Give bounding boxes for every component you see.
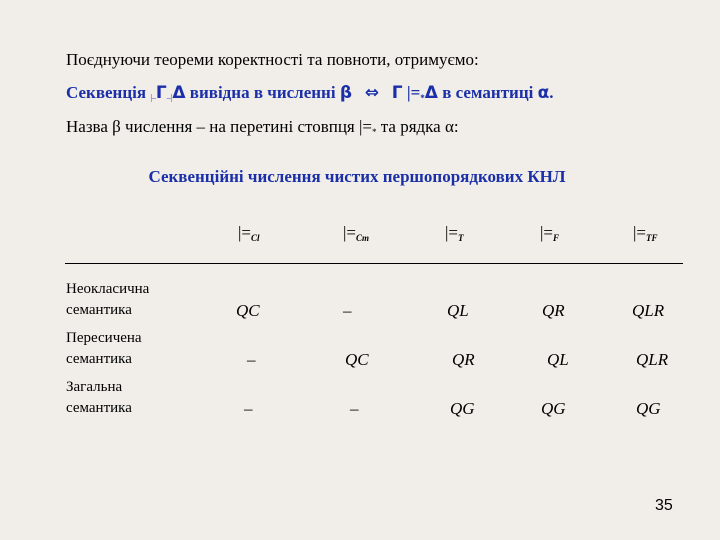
naming-models: |= — [359, 117, 373, 136]
table-cell: QR — [542, 301, 565, 320]
row-label-line-1: Загальна — [66, 379, 123, 395]
sequent-period: . — [549, 83, 554, 102]
row-label-line-1: Пересичена — [66, 330, 142, 346]
alpha-symbol: α — [537, 83, 550, 103]
delta-symbol: Δ — [172, 83, 186, 103]
row-label-line-2: семантика — [66, 302, 132, 318]
table-cell: QG — [450, 399, 475, 418]
gamma-symbol-2: Γ — [391, 83, 403, 103]
row-label-oversaturated — [66, 328, 142, 370]
naming-part-3: та рядка — [376, 117, 445, 136]
page-number: 35 — [655, 497, 673, 514]
naming-alpha: α — [444, 117, 454, 136]
naming-colon: : — [453, 117, 459, 136]
table-cell: QC — [345, 350, 369, 369]
iff-symbol: ⇔ — [364, 83, 379, 103]
table-cell: QLR — [636, 350, 669, 369]
row-label-line-2: семантика — [66, 400, 132, 416]
naming-part-1: Назва — [66, 117, 113, 136]
table-cell: QLR — [632, 301, 665, 320]
table-header-rule — [65, 263, 683, 264]
row-label-general — [66, 377, 132, 419]
column-header-cl — [238, 223, 260, 243]
sequent-prefix: Секвенція — [66, 83, 151, 102]
column-header-cm — [343, 223, 369, 243]
row-label-line-2: семантика — [66, 351, 132, 367]
models-symbol: |= — [406, 83, 421, 102]
table-cell: QG — [636, 399, 661, 418]
naming-text — [66, 117, 459, 137]
derivability-turnstile-right: –| — [166, 93, 173, 102]
table-cell: QG — [541, 399, 566, 418]
column-header-t — [445, 223, 464, 243]
column-header-sub: Cm — [356, 233, 370, 243]
table-title: Секвенційні числення чистих першопорядкових КНЛ — [148, 167, 566, 186]
derivability-turnstile-left: |– — [150, 93, 156, 102]
column-header-symbol: |= — [343, 223, 356, 242]
naming-star: * — [372, 127, 377, 137]
sequent-mid-text: вивідна в численні — [185, 83, 340, 102]
column-header-symbol: |= — [540, 223, 553, 242]
intro-text: Поєднуючи теореми коректності та повноти, отримуємо: — [66, 50, 479, 69]
sequent-statement — [66, 83, 554, 103]
column-header-f — [540, 223, 559, 243]
table-cell: QC — [236, 301, 260, 320]
models-star: * — [420, 93, 425, 103]
column-header-sub: TF — [646, 233, 658, 243]
beta-symbol: β — [339, 83, 352, 103]
table-cell: QR — [452, 350, 475, 369]
table-cell: QL — [547, 350, 569, 369]
sequent-end-text: в семантиці — [437, 83, 538, 102]
column-header-sub: F — [553, 233, 560, 243]
gamma-symbol: Γ — [155, 83, 167, 103]
row-label-line-1: Неокласична — [66, 281, 150, 297]
table-cell: – — [343, 301, 352, 320]
table-cell: – — [247, 350, 256, 369]
table-cell: – — [244, 399, 253, 418]
column-header-sub: Cl — [251, 233, 260, 243]
column-header-symbol: |= — [238, 223, 251, 242]
delta-symbol-2: Δ — [424, 83, 438, 103]
naming-part-2: числення – на перетині стовпця — [120, 117, 360, 136]
column-header-sub: T — [458, 233, 464, 243]
column-header-symbol: |= — [445, 223, 458, 242]
naming-beta: β — [112, 117, 121, 136]
column-header-tf — [633, 223, 658, 243]
table-cell: QL — [447, 301, 469, 320]
row-label-neoclassical — [66, 279, 149, 321]
table-cell: – — [350, 399, 359, 418]
column-header-symbol: |= — [633, 223, 646, 242]
